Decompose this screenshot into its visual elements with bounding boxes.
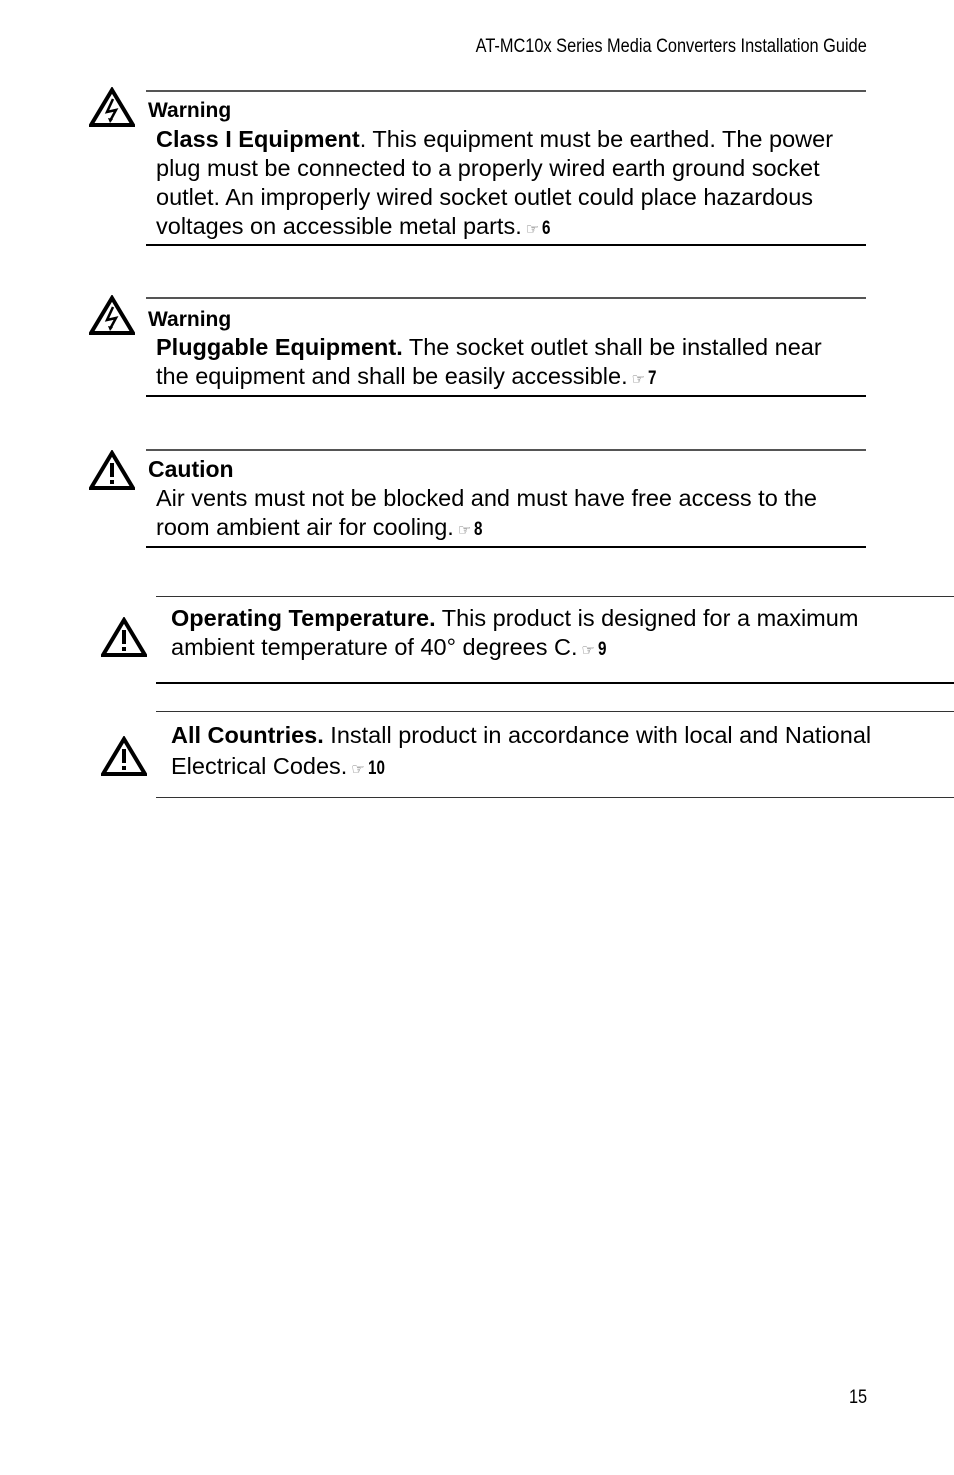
running-header: AT-MC10x Series Media Converters Installation Guide (475, 36, 867, 57)
top-rule (146, 449, 866, 451)
notice-line: ambient temperature of 40° degrees C. (171, 634, 578, 660)
warning-label: Warning (148, 308, 232, 331)
notice-line: Air vents must not be blocked and must have free access to the (156, 485, 817, 511)
electrical-hazard-icon (89, 295, 135, 335)
notice-line: the equipment and shall be easily accessible. (156, 363, 628, 389)
notice-line: This product is designed for a maximum (435, 605, 859, 631)
bottom-rule (156, 797, 954, 798)
notice-bold-lead: Pluggable Equipment. (156, 334, 403, 360)
top-rule (156, 711, 954, 712)
notice-bold-lead: Class I Equipment (156, 126, 360, 152)
bottom-rule (146, 546, 866, 548)
notice-line: . This equipment must be earthed. The power (359, 126, 834, 152)
bottom-rule (146, 395, 866, 397)
top-rule (156, 596, 954, 597)
notice-line: outlet. An improperly wired socket outlet could place hazardous (156, 184, 814, 210)
notice-body (156, 333, 822, 394)
electrical-hazard-icon (89, 87, 135, 127)
translation-reference (582, 635, 609, 665)
translation-reference (526, 214, 553, 244)
top-rule (146, 297, 866, 299)
notice-body (156, 125, 833, 244)
notice-line: Electrical Codes. (171, 753, 348, 779)
notice-line: The socket outlet shall be installed near (402, 334, 822, 360)
notice-body (171, 604, 858, 665)
reference-pointer-icon: ☞ (631, 371, 645, 388)
reference-number: 8 (474, 519, 483, 540)
reference-pointer-icon: ☞ (525, 221, 539, 238)
notice-line: Install product in accordance with local and National (323, 722, 872, 748)
reference-number: 10 (367, 758, 385, 779)
translation-reference (458, 515, 485, 545)
notice-line: voltages on accessible metal parts. (156, 213, 522, 239)
bottom-rule (156, 682, 954, 684)
caution-icon (101, 617, 147, 657)
top-rule (146, 90, 866, 92)
page-number: 15 (848, 1387, 867, 1408)
notice-line: room ambient air for cooling. (156, 514, 454, 540)
reference-pointer-icon: ☞ (457, 522, 471, 539)
translation-reference (632, 364, 659, 394)
reference-number: 6 (542, 218, 551, 239)
warning-label: Warning (148, 99, 232, 122)
bottom-rule (146, 244, 866, 246)
notice-body (171, 720, 871, 785)
caution-icon (89, 450, 135, 490)
notice-bold-lead: Operating Temperature. (171, 605, 436, 631)
caution-icon (101, 736, 147, 776)
translation-reference (351, 753, 389, 785)
notice-line: plug must be connected to a properly wired earth ground socket (156, 155, 820, 181)
reference-pointer-icon: ☞ (351, 761, 364, 778)
reference-number: 9 (597, 639, 607, 660)
notice-body (156, 484, 817, 545)
caution-label: Caution (148, 456, 234, 482)
reference-number: 7 (648, 368, 657, 389)
reference-pointer-icon: ☞ (581, 642, 594, 659)
notice-bold-lead: All Countries. (171, 722, 324, 748)
